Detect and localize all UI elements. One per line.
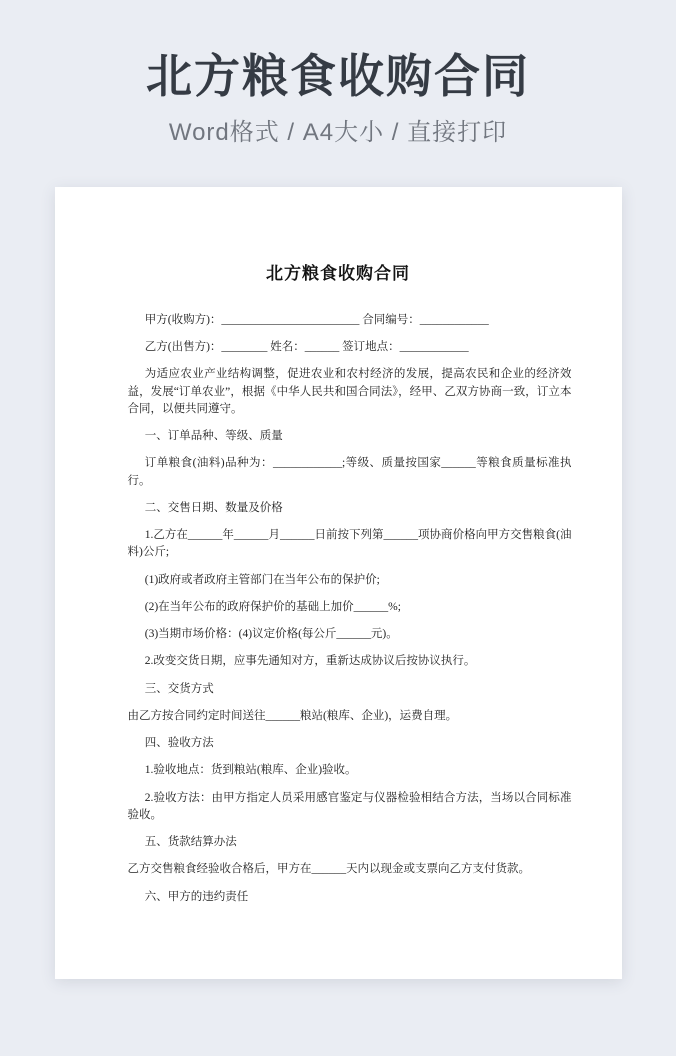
- contract-paragraph: 三、交货方式: [144, 682, 214, 695]
- contract-paragraph: 四、验收方法: [144, 737, 214, 750]
- contract-paragraph: (1)政府或者政府主管部门在当年公布的保护价;: [144, 573, 380, 586]
- contract-paragraph: 乙方(出售方)：________ 姓名：______ 签订地点：____________: [144, 341, 469, 354]
- contract-paragraph: 2.改变交货日期，应事先通知对方，重新达成协议后按协议执行。: [144, 655, 476, 668]
- document-title: 北方粮食收购合同: [266, 263, 410, 283]
- contract-paragraph: 1.乙方在______年______月______日前按下列第______项协商价格向甲方交售粮食(油料)公斤;: [127, 529, 572, 559]
- contract-paragraph: (2)在当年公布的政府保护价的基础上加价______%;: [144, 600, 401, 613]
- contract-paragraph: 订单粮食(油料)品种为：____________;等级、质量按国家______等粮食质量标准执行。: [127, 457, 572, 487]
- contract-paragraph: 一、订单品种、等级、质量: [144, 430, 283, 443]
- page-title: 北方粮食收购合同: [146, 50, 530, 102]
- contract-paragraph: 由乙方按合同约定时间送往______粮站(粮库、企业)，运费自理。: [127, 709, 458, 722]
- contract-paragraph: 五、货款结算办法: [144, 836, 237, 849]
- contract-paragraph: 六、甲方的违约责任: [144, 890, 249, 903]
- document-body: [128, 312, 572, 906]
- contract-paragraph: 甲方(收购方)：________________________ 合同编号：____________: [144, 313, 489, 326]
- document-page: [55, 187, 622, 979]
- contract-paragraph: 乙方交售粮食经验收合格后，甲方在______天内以现金或支票向乙方支付货款。: [127, 863, 530, 876]
- contract-paragraph: 为适应农业产业结构调整，促进农业和农村经济的发展，提高农民和企业的经济效益，发展“订单农业”，根据《中华人民共和国合同法》，经甲、乙双方协商一致，订立本合同，以便共同遵守。: [127, 368, 572, 415]
- page-subtitle: Word格式 / A4大小 / 直接打印: [168, 118, 508, 146]
- contract-paragraph: 1.验收地点：货到粮站(粮库、企业)验收。: [144, 764, 357, 777]
- contract-paragraph: 二、交售日期、数量及价格: [144, 501, 283, 514]
- contract-paragraph: (3)当期市场价格：(4)议定价格(每公斤______元)。: [144, 628, 398, 641]
- header: [0, 0, 676, 147]
- contract-paragraph: 2.验收方法：由甲方指定人员采用感官鉴定与仪器检验相结合方法，当场以合同标准验收。: [127, 791, 572, 821]
